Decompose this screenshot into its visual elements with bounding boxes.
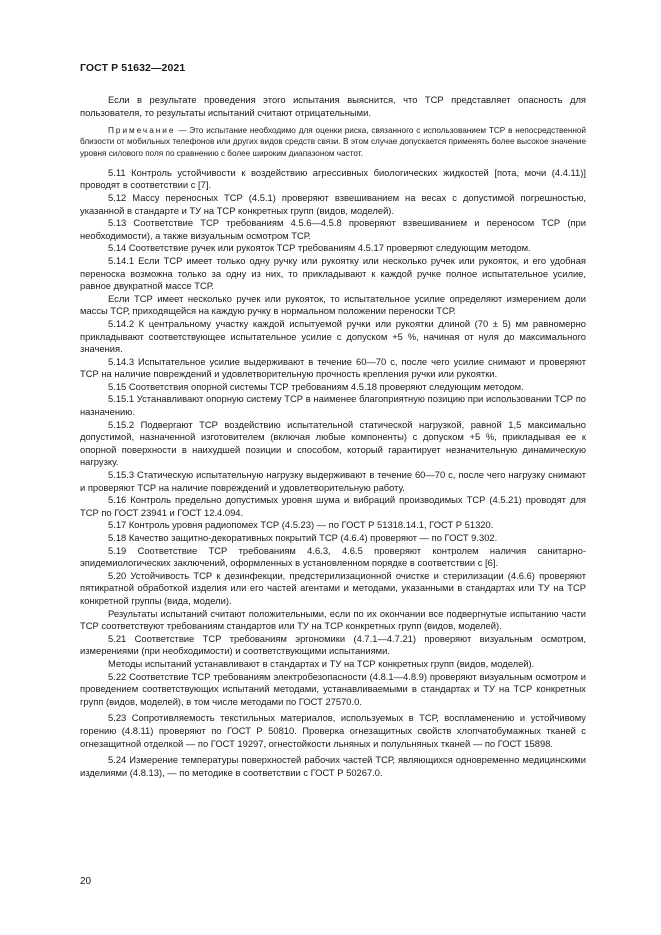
- paragraph-5-15-2: 5.15.2 Подвергают ТСР воздействию испытательной статической нагрузкой, равной 1,5 максимально допустимой, назначенной изготовителем (включая любые компоненты) с допуском +5 %, прикладывая ее к опорной поверхности в наихудшей позиции и способом, который гарантирует незначительную динамическую нагрузку.: [80, 418, 586, 468]
- paragraph-5-21: 5.21 Соответствие ТСР требованиям эргономики (4.7.1—4.7.21) проверяют визуальным осмотром, измерениями (при необходимости) и соответствующими испытаниями.: [80, 632, 586, 657]
- paragraph-5-17: 5.17 Контроль уровня радиопомех ТСР (4.5.23) — по ГОСТ Р 51318.14.1, ГОСТ Р 51320.: [108, 519, 494, 531]
- paragraph-5-16: 5.16 Контроль предельно допустимых уровня шума и вибраций производимых ТСР (4.5.21) проводят для ТСР по ГОСТ 23941 и ГОСТ 12.4.094.: [80, 494, 586, 518]
- paragraph-5-18: 5.18 Качество защитно-декоративных покрытий ТСР (4.6.4) проверяют — по ГОСТ 9.302.: [108, 532, 498, 544]
- document-body: [80, 94, 586, 779]
- paragraph-5-23: 5.23 Сопротивляемость текстильных материалов, используемых в ТСР, воспламенению и устойчивому горению (4.8.11) проверяют по ГОСТ Р 50810. Проверка огнезащитных свойств хлопчатобумажных тканей с огнезащитной отделкой — по ГОСТ 19297, огнестойкости льняных и полульняных тканей — по ГОСТ 15898.: [80, 712, 586, 749]
- paragraph-5-20: 5.20 Устойчивость ТСР к дезинфекции, предстерилизационной очистке и стерилизации (4.6.6) проверяют пятикратной обработкой изделия или его частей агентами и методами, указанными в стандартах или ТУ на ТСР конкретной группы (вида, модели).: [80, 569, 586, 606]
- paragraph-5-14: 5.14 Соответствие ручек или рукояток ТСР требованиям 4.5.17 проверяют следующим методом.: [108, 242, 531, 254]
- paragraph-intro: Если в результате проведения этого испытания выяснится, что ТСР представляет опасность для пользователя, то результаты испытаний считают отрицательными.: [80, 94, 586, 118]
- paragraph-5-19: 5.19 Соответствие ТСР требованиям 4.6.3, 4.6.5 проверяют контролем наличия санитарно-эпидемиологических заключений, оформленных в установленном порядке в соответствии с [6].: [80, 544, 586, 569]
- page-number: 20: [80, 876, 92, 887]
- note-label: Примечание: [108, 126, 176, 136]
- paragraph-5-14-1: 5.14.1 Если ТСР имеет только одну ручку или рукоятку или несколько ручек или рукояток, и его удобная переноска возможна только за одну из них, то прикладывают к каждой ручке полное испытательное усилие, равное двукратной массе ТСР.: [80, 254, 586, 292]
- paragraph-5-13: 5.13 Соответствие ТСР требованиям 4.5.6—4.5.8 проверяют взвешиванием и переносом ТСР (при необходимости), а также визуальным осмотром ТСР.: [80, 217, 586, 241]
- paragraph-5-14-2: 5.14.2 К центральному участку каждой испытуемой ручки или рукоятки длиной (70 ± 5) мм равномерно прикладывают соответствующее испытательное усилие с допуском +5 %, начиная от нуля до максимального значения.: [80, 317, 586, 355]
- note-block: [80, 125, 586, 159]
- paragraph-5-14-1-cont: Если ТСР имеет несколько ручек или рукояток, то испытательное усилие определяют измерением доли массы ТСР, приходящейся на каждую ручку в нормальном положении переноски ТСР.: [80, 292, 586, 317]
- paragraph-5-12: 5.12 Массу переносных ТСР (4.5.1) проверяют взвешиванием на весах с допустимой погрешностью, указанной в стандарте и ТУ на ТСР конкретных групп (видов, моделей).: [80, 191, 586, 216]
- paragraph-5-15-1: 5.15.1 Устанавливают опорную систему ТСР в наименее благоприятную позицию при использовании ТСР по назначению.: [80, 393, 586, 418]
- paragraph-5-15: 5.15 Соответствия опорной системы ТСР требованиям 4.5.18 проверяют следующим методом.: [108, 380, 524, 392]
- paragraph-5-21-methods: Методы испытаний устанавливают в стандартах и ТУ на ТСР конкретных групп (видов, моделей).: [108, 657, 535, 669]
- paragraph-5-24: 5.24 Измерение температуры поверхностей рабочих частей ТСР, являющихся одновременно медицинскими изделиями (4.8.13), — по методике в соответствии с ГОСТ Р 50267.0.: [80, 754, 586, 778]
- paragraph-5-15-3: 5.15.3 Статическую испытательную нагрузку выдерживают в течение 60—70 с, после чего нагрузку снимают и проверяют ТСР на наличие повреждений и удовлетворительную работу.: [80, 469, 586, 493]
- paragraph-5-11: 5.11 Контроль устойчивости к воздействию агрессивных биологических жидкостей [пота, мочи (4.4.11)] проводят в соответствии с [7].: [80, 166, 586, 191]
- paragraph-5-14-3: 5.14.3 Испытательное усилие выдерживают в течение 60—70 с, после чего усилие снимают и проверяют ТСР на наличие повреждений и удовлетворительную прочность крепления ручки или рукоятки.: [80, 355, 586, 380]
- document-header: ГОСТ Р 51632—2021: [80, 62, 186, 74]
- paragraph-5-20-results: Результаты испытаний считают положительными, если по их окончании все подвергнутые испытанию части ТСР соответствуют требованиям стандартов или ТУ на ТСР конкретных групп (видов, моделей).: [80, 607, 586, 632]
- paragraph-5-22: 5.22 Соответствие ТСР требованиям электробезопасности (4.8.1—4.8.9) проверяют визуальным осмотром и проведением соответствующих испытаний методами, устанавливаемыми в стандартах и ТУ на ТСР конкретных групп (видов, моделей), в том числе методами по ГОСТ 27570.0.: [80, 670, 586, 707]
- note-text: — Это испытание необходимо для оценки риска, связанного с использованием ТСР в непосредственной близости от мобильных телефонов или других видов средств связи. В этом случае допускается применять более высокое значение уровня силового поля по сравнению с более широким диапазоном частот.: [80, 126, 586, 158]
